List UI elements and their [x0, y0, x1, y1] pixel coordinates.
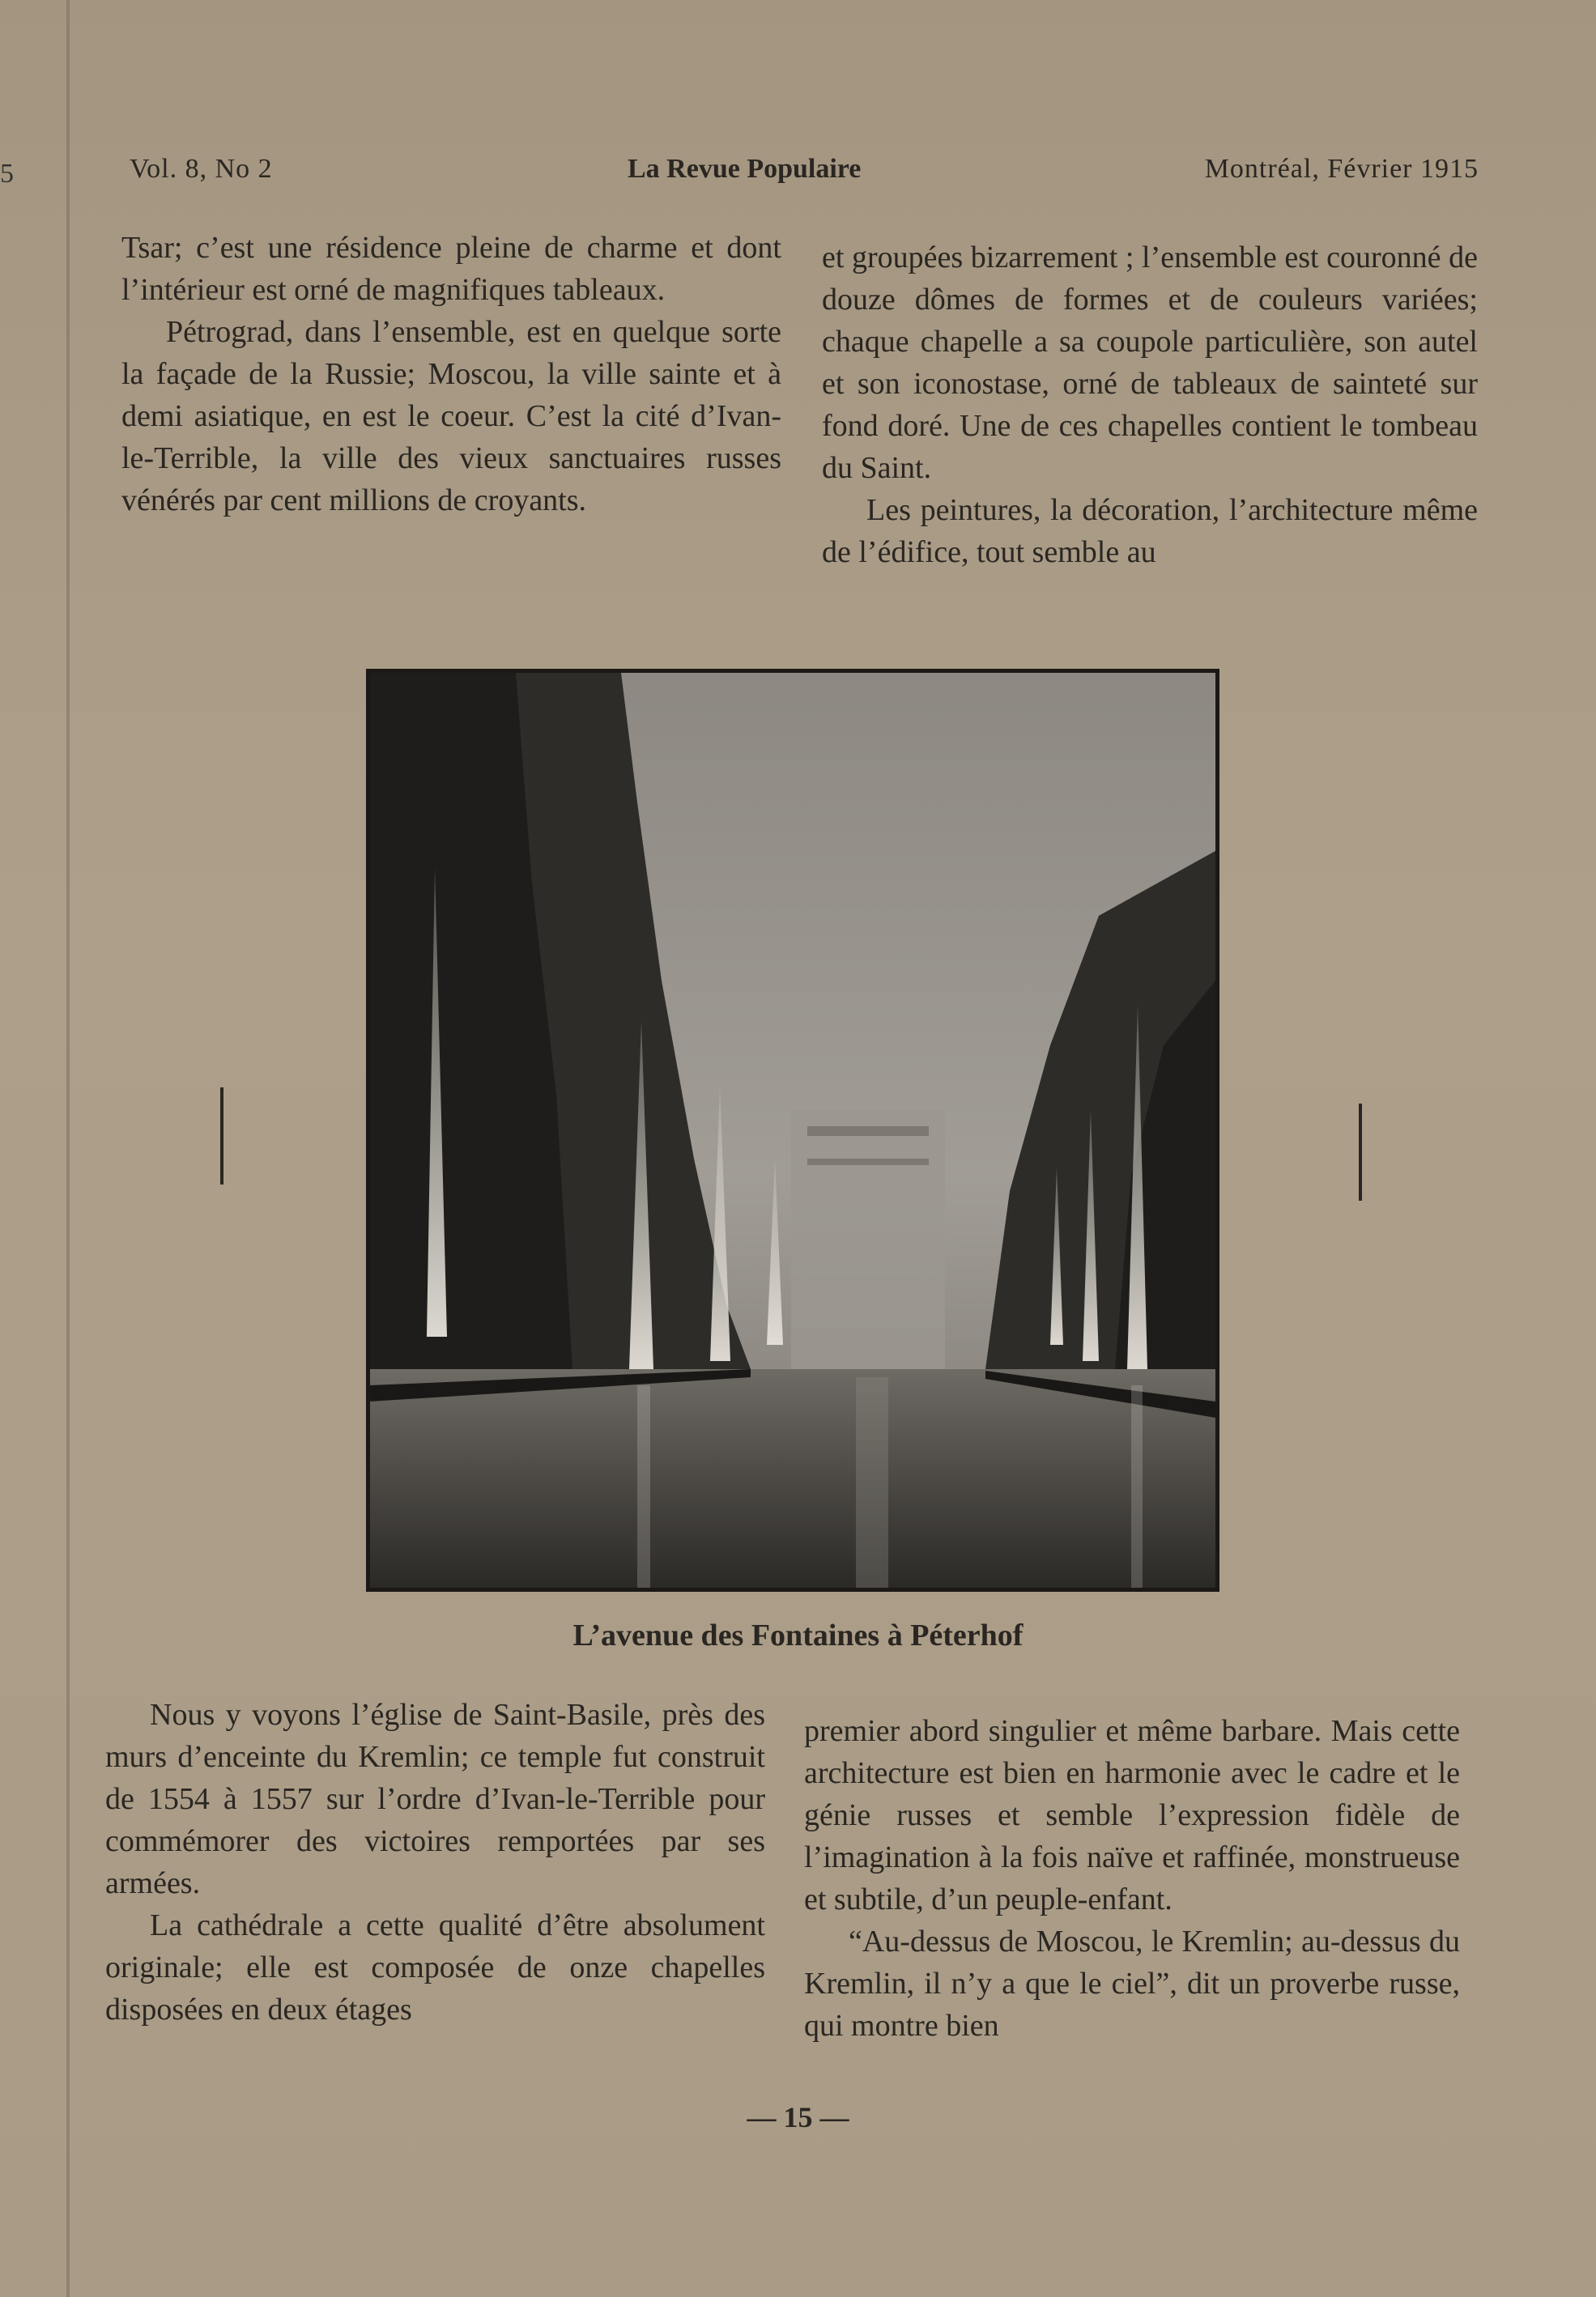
photo-fountain-avenue [366, 669, 1219, 1592]
paragraph: Pétrograd, dans l’ensemble, est en quelque sorte la façade de la Russie; Moscou, la ville sainte et à demi asiatique, en est le coeur. C’est la cité d’Ivan-le-Terrible, la ville des vieux sanctuaires russes vénérés par cent millions de croyants. [121, 315, 781, 517]
halftone-photo [370, 673, 1215, 1588]
header-title: La Revue Populaire [628, 154, 862, 184]
text-column-top-right [822, 236, 1478, 573]
running-header [130, 154, 1479, 194]
paragraph: Les peintures, la décoration, l’architecture même de l’édifice, tout semble au [822, 493, 1478, 569]
margin-mark-left [220, 1087, 223, 1185]
paragraph: La cathédrale a cette qualité d’être absolument originale; elle est composée de onze chapelles disposées en deux étages [105, 1908, 765, 2027]
text-column-bottom-left [105, 1694, 765, 2031]
paragraph: Nous y voyons l’église de Saint-Basile, près des murs d’enceinte du Kremlin; ce temple fut construit de 1554 à 1557 sur l’ordre d’Ivan-le-Terrible pour commémorer des victoires remportées par ses armées. [105, 1698, 765, 1900]
page-number: — 15 — [747, 2101, 849, 2133]
paragraph: et groupées bizarrement ; l’ensemble est couronné de douze dômes de formes et de couleurs variées; chaque chapelle a sa coupole particulière, son autel et son iconostase, orné de tableaux de sainteté sur fond doré. Une de ces chapelles contient le tombeau du Saint. [822, 240, 1478, 485]
header-place-date: Montréal, Février 1915 [1204, 154, 1479, 184]
paragraph: “Au-dessus de Moscou, le Kremlin; au-dessus du Kremlin, il n’y a que le ciel”, dit un proverbe russe, qui montre bien [804, 1925, 1460, 2043]
paragraph: premier abord singulier et même barbare. Mais cette architecture est bien en harmonie avec le cadre et le génie russes et semble l’expression fidèle de l’imagination à la fois naïve et raffinée, monstrueuse et subtile, d’un peuple-enfant. [804, 1714, 1460, 1916]
margin-mark-right [1359, 1104, 1362, 1201]
page-fold-shadow [66, 0, 70, 2297]
previous-page-edge-number: 5 [0, 159, 14, 189]
header-volume: Vol. 8, No 2 [130, 154, 273, 184]
text-column-top-left [121, 227, 781, 521]
figure-caption: L’avenue des Fontaines à Péterhof [572, 1619, 1024, 1653]
paragraph: Tsar; c’est une résidence pleine de charme et dont l’intérieur est orné de magnifiques tableaux. [121, 231, 781, 307]
text-column-bottom-right [804, 1710, 1460, 2047]
